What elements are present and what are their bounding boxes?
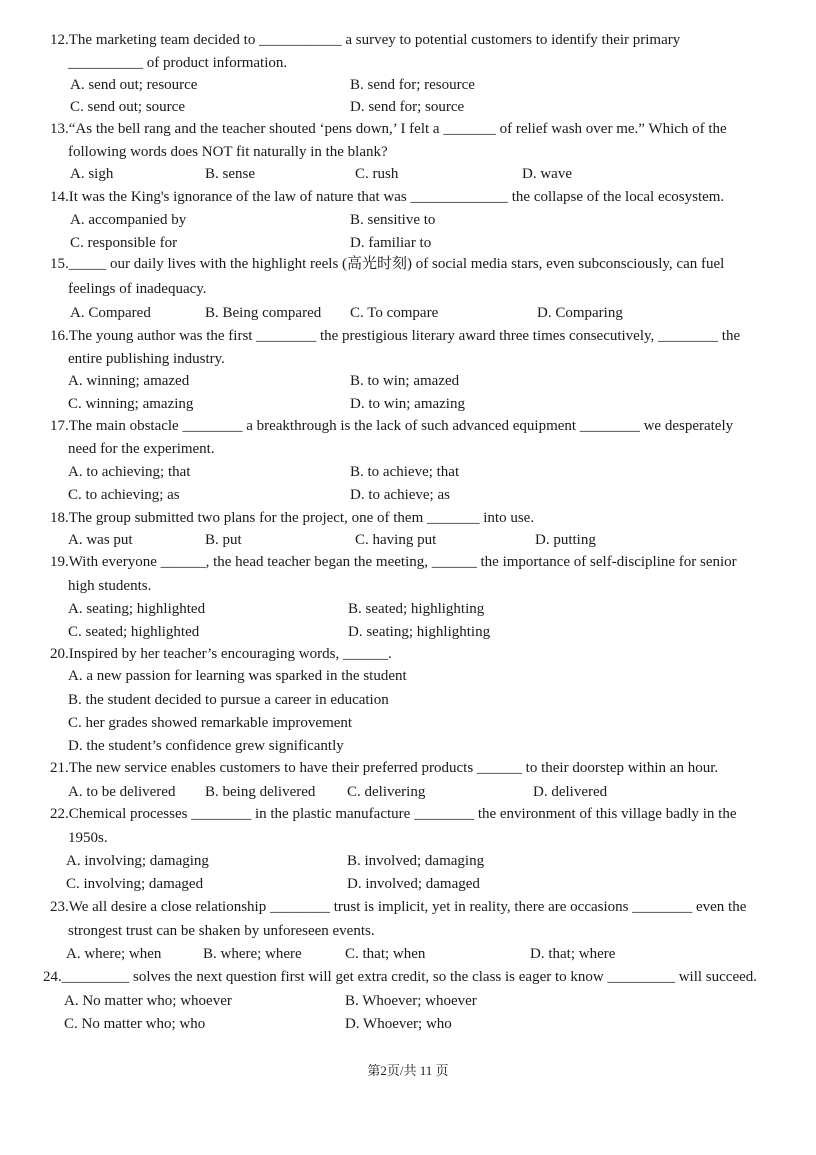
- question-19-stem-cont: high students.: [68, 578, 152, 594]
- option-c: C. delivering: [347, 784, 426, 800]
- option-b: B. to win; amazed: [350, 373, 460, 389]
- question-number: 22.: [50, 806, 69, 822]
- option-d: D. wave: [522, 166, 572, 182]
- question-number: 14.: [50, 189, 69, 205]
- question-23-stem: [50, 897, 746, 917]
- question-23-stem-cont: strongest trust can be shaken by unforeseen events.: [68, 923, 375, 939]
- option-d: D. putting: [535, 532, 596, 548]
- question-15-stem-cont: feelings of inadequacy.: [68, 281, 207, 297]
- question-number: 17.: [50, 418, 69, 434]
- question-12-stem: [50, 30, 765, 50]
- option-b: B. sense: [205, 166, 255, 182]
- option-b: B. involved; damaging: [347, 853, 485, 869]
- question-number: 16.: [50, 328, 69, 344]
- question-text: The group submitted two plans for the project, one of them _______ into use.: [68, 510, 535, 526]
- question-13-stem: [50, 119, 727, 139]
- option-c: C. involving; damaged: [66, 876, 204, 892]
- option-a: A. to achieving; that: [68, 464, 191, 480]
- question-text: _____ our daily lives with the highlight reels (高光时刻) of social media stars, even subconsciously, can fuel: [68, 256, 725, 272]
- question-text: With everyone ______, the head teacher began the meeting, ______ the importance of self-discipline for senior: [68, 554, 737, 570]
- question-text: The main obstacle ________ a breakthrough is the lack of such advanced equipment ________ we desperately: [68, 418, 734, 434]
- question-number: 13.: [50, 121, 69, 137]
- question-text: Inspired by her teacher’s encouraging words, ______.: [68, 646, 392, 662]
- option-a: A. was put: [68, 532, 133, 548]
- option-c: C. that; when: [345, 946, 426, 962]
- question-text: The marketing team decided to ___________ a survey to potential customers to identify their primary: [68, 32, 681, 48]
- question-text: It was the King's ignorance of the law of nature that was _____________ the collapse of the local ecosystem.: [68, 189, 725, 205]
- option-d: D. Whoever; who: [345, 1016, 452, 1032]
- option-c: C. winning; amazing: [68, 396, 194, 412]
- option-c: C. send out; source: [70, 99, 185, 115]
- option-c: C. to achieving; as: [68, 487, 180, 503]
- question-17-stem: [50, 416, 733, 436]
- question-number: 21.: [50, 760, 69, 776]
- question-text: The young author was the first ________ the prestigious literary award three times consecutively, ________ the: [68, 328, 741, 344]
- option-c: C. No matter who; who: [64, 1016, 206, 1032]
- option-d: D. the student’s confidence grew significantly: [68, 738, 344, 754]
- option-a: A. send out; resource: [70, 77, 198, 93]
- option-d: D. seating; highlighting: [348, 624, 491, 640]
- question-24-stem: [43, 967, 757, 987]
- question-number: 18.: [50, 510, 69, 526]
- option-d: D. to achieve; as: [350, 487, 450, 503]
- option-d: D. to win; amazing: [350, 396, 465, 412]
- question-number: 15.: [50, 256, 69, 272]
- question-15-stem: [50, 254, 724, 274]
- option-b: B. Being compared: [205, 305, 322, 321]
- option-c: C. responsible for: [70, 235, 178, 251]
- option-c: C. To compare: [350, 305, 439, 321]
- option-c: C. her grades showed remarkable improvement: [68, 715, 353, 731]
- question-number: 19.: [50, 554, 69, 570]
- option-a: A. No matter who; whoever: [64, 993, 232, 1009]
- option-a: A. winning; amazed: [68, 373, 190, 389]
- option-a: A. seating; highlighted: [68, 601, 206, 617]
- question-22-stem: [50, 804, 737, 824]
- question-13-stem-cont: following words does NOT fit naturally in the blank?: [68, 144, 388, 160]
- option-a: A. sigh: [70, 166, 114, 182]
- question-number: 23.: [50, 899, 69, 915]
- option-b: B. where; where: [203, 946, 302, 962]
- question-text: _________ solves the next question first will get extra credit, so the class is eager to know _________ will succeed.: [61, 969, 758, 985]
- question-number: 12.: [50, 32, 69, 48]
- option-b: B. the student decided to pursue a career in education: [68, 692, 389, 708]
- option-c: C. having put: [355, 532, 437, 548]
- option-d: D. delivered: [533, 784, 608, 800]
- option-b: B. send for; resource: [350, 77, 475, 93]
- option-b: B. Whoever; whoever: [345, 993, 477, 1009]
- question-22-stem-cont: 1950s.: [68, 830, 108, 846]
- option-b: B. put: [205, 532, 242, 548]
- option-b: B. to achieve; that: [350, 464, 460, 480]
- question-number: 24.: [43, 969, 62, 985]
- question-21-stem: [50, 758, 718, 778]
- option-a: A. to be delivered: [68, 784, 176, 800]
- question-12-stem-cont: __________ of product information.: [68, 55, 288, 71]
- question-16-stem: [50, 326, 740, 346]
- option-a: A. a new passion for learning was sparked in the student: [68, 668, 407, 684]
- page-number-footer: 第2页/共 11 页: [367, 1063, 449, 1078]
- option-d: D. Comparing: [537, 305, 623, 321]
- option-d: D. that; where: [530, 946, 616, 962]
- question-20-stem: [50, 644, 392, 664]
- option-c: C. seated; highlighted: [68, 624, 200, 640]
- option-c: C. rush: [355, 166, 399, 182]
- question-number: 20.: [50, 646, 69, 662]
- option-b: B. sensitive to: [350, 212, 436, 228]
- question-text: “As the bell rang and the teacher shouted ‘pens down,’ I felt a _______ of relief wash over me.” Which of the: [68, 121, 727, 137]
- question-text: Chemical processes ________ in the plastic manufacture ________ the environment of this village badly in the: [68, 806, 737, 822]
- question-text: We all desire a close relationship ________ trust is implicit, yet in reality, there are occasions ________ even the: [68, 899, 747, 915]
- option-d: D. involved; damaged: [347, 876, 480, 892]
- option-a: A. Compared: [70, 305, 151, 321]
- question-text: The new service enables customers to have their preferred products ______ to their doorstep within an hour.: [68, 760, 719, 776]
- option-a: A. accompanied by: [70, 212, 187, 228]
- option-a: A. where; when: [66, 946, 162, 962]
- option-d: D. familiar to: [350, 235, 432, 251]
- option-b: B. seated; highlighting: [348, 601, 485, 617]
- question-19-stem: [50, 552, 737, 572]
- question-17-stem-cont: need for the experiment.: [68, 441, 215, 457]
- question-16-stem-cont: entire publishing industry.: [68, 351, 225, 367]
- option-d: D. send for; source: [350, 99, 465, 115]
- option-b: B. being delivered: [205, 784, 316, 800]
- question-14-stem: [50, 187, 724, 207]
- option-a: A. involving; damaging: [66, 853, 209, 869]
- question-18-stem: [50, 508, 534, 528]
